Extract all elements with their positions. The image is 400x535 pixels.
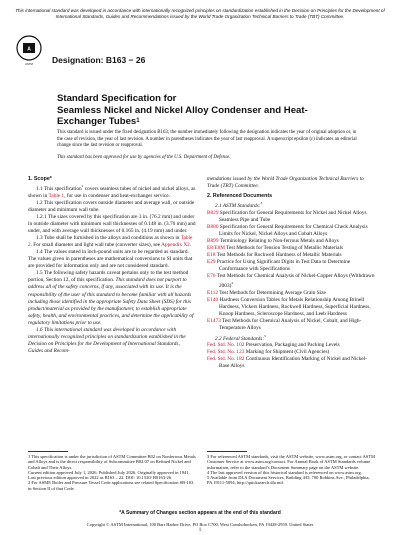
federal-reference-list: [207, 342, 375, 370]
federal-reference-text: Preservation, Packaging and Packing Levels: [244, 342, 340, 349]
para-1-6: 1.6 This international standard was developed in accordance with internationally recognized principles on standardization established in the Decision on Principles for the Development of International Standards, Guides and Recom-: [28, 326, 186, 354]
para-1-1: 1.1 This specification$^2$ covers seamless tubes of nickel and nickel alloys, as shown in Table 1, for use in condenser and heat-exchanger service.: [28, 184, 196, 199]
table-1-link[interactable]: Table 1: [48, 192, 65, 199]
para-1-6-cont: mendations issued by the World Trade Organization Technical Barriers to Trade (TBT) Committee.: [207, 176, 364, 190]
astm-reference-item: [207, 224, 375, 238]
footnote-1: 1 This specification is under the jurisdiction of ASTM Committee B02 on Nonferrous Metals and Alloys and is the direct responsibility of Subcommittee B02.07 on Refined Nickel and Cobalt and Their Alloys.: [28, 454, 196, 470]
astm-reference-code-link[interactable]: B899: [207, 238, 219, 245]
astm-reference-text: Test Methods for Rockwell Hardness of Metallic Materials: [215, 252, 342, 259]
standard-note: This standard is issued under the fixed designation B163; the number immediately following the designation indicates the year of original adoption or, in the case of revision, the year of last revision. A number in parentheses indicates the year of last reapproval. A superscript epsilon (ε) indicates an editorial change since the last revision or reapproval.: [57, 130, 357, 149]
para-1-3: 1.3 Tube shall be furnished in the alloys and conditions as shown in Table 2. For small diameter and light wall tube (converter sizes), see Appendix X2.: [28, 235, 193, 249]
astm-reference-text: Hardness Conversion Tables for Metals Relationship Among Brinell Hardness, Vickers Hardness, Rockwell Hardness, Superficial Hardness, Knoop Hardness, Scleroscope Hardness, and Leeb Hardness: [218, 297, 371, 318]
approval-note: This standard has been approved for use by agencies of the U.S. Department of Defense.: [57, 155, 231, 160]
federal-reference-code-link[interactable]: Fed. Std. No. 102: [207, 342, 245, 349]
federal-reference-item: [207, 356, 375, 370]
svg-text:ASTM: ASTM: [25, 62, 33, 66]
astm-reference-code-link[interactable]: E112: [207, 290, 218, 297]
astm-reference-code-link[interactable]: E1473: [207, 318, 221, 325]
astm-reference-code-link[interactable]: B829: [207, 209, 219, 216]
title-footnote-mark: 1: [136, 118, 140, 124]
astm-reference-text: Test Methods for Tension Testing of Metallic Materials: [224, 245, 344, 252]
astm-reference-footnote-mark: 4: [231, 281, 234, 286]
designation-code: B163 − 26: [105, 55, 146, 65]
astm-standards-subheading: 2.1 ASTM Standards:$^3$: [215, 201, 263, 209]
appendix-x2-link[interactable]: Appendix X2: [161, 242, 190, 249]
federal-reference-code-link[interactable]: Fed. Std. No. 123: [207, 349, 245, 356]
para-1-2-1: 1.2.1 The sizes covered by this specification are 3 in. (76.2 mm) and under in outside diameter with minimum wall thicknesses of 0.148 in. (3.76 mm) and under, and with average wall thicknesses of 0.165 in. (4.19 mm) and under.: [28, 214, 196, 235]
para-1-2: 1.2 This specification covers outside diameter and average wall, or outside diameter and minimum wall tube.: [28, 199, 195, 213]
scope-heading: 1. Scope*: [28, 176, 52, 182]
astm-reference-text: Specification for General Requirements for Chemical Check Analysis Limits for Nickel, Nickel Alloys and Cobalt Alloys: [218, 224, 368, 238]
astm-reference-text: Terminology Relating to Non-ferrous Metals and Alloys: [218, 238, 339, 245]
title-line-3: Exchanger Tubes: [57, 116, 137, 127]
footnote-3: 3 For referenced ASTM standards, visit the ASTM website, www.astm.org, or contact ASTM Customer Service at www.astm.org/contact. For Annual Book of ASTM Standards volume information, refer to the standard’s Document Summary page on the ASTM website.: [207, 454, 375, 470]
designation-label: Designation:: [52, 55, 104, 65]
federal-reference-code-link[interactable]: Fed. Std. No. 182: [207, 356, 245, 363]
astm-reference-text: Test Methods for Determining Average Grain Size: [217, 290, 326, 297]
svg-text:A: A: [27, 46, 31, 53]
copyright: Copyright © ASTM International, 100 Barr Harbor Drive, PO Box C700, West Conshohocken, PA 19428-2959. United States: [86, 522, 314, 527]
designation: [52, 55, 145, 65]
federal-standards-subheading: 2.2 Federal Standards:$^5$: [215, 333, 266, 342]
footnotes-right: [207, 454, 375, 486]
summary-of-changes-note: *A Summary of Changes section appears at the end of this standard: [119, 510, 281, 516]
federal-reference-text: Continuous Identification Marking of Nickel and Nickel-Base Alloys: [219, 356, 367, 370]
right-column: [207, 176, 375, 371]
refs-heading: 2. Referenced Documents: [207, 193, 273, 200]
astm-reference-text: Specification for General Requirements for Nickel and Nickel Alloys Seamless Pipe and Tube: [218, 209, 367, 223]
left-column: [28, 176, 196, 355]
document-title: [57, 93, 347, 128]
disclaimer: This international standard was developed in accordance with internationally recognized principles on standardization established in the Decision on Principles for the Development of International Standards, Guides and Recommendations issued by the World Trade Organization Technical Barriers to Trade (TBT) Committee.: [15, 8, 385, 19]
astm-reference-item: [207, 259, 375, 273]
astm-reference-text: Test Methods for Chemical Analysis of Nickel-Copper Alloys (Withdrawn 2003): [215, 273, 375, 290]
para-1-5: 1.5 The following safety hazards caveat pertains only to the test method portion, Section 12, of this specification. This standard does not purport to address all of the safety concerns, if any, associated with its use. It is the responsibility of the user of this standard to become familiar with all hazards including those identified in the appropriate Safety Data Sheet (SDS) for this product/material as provided by the manufacturer, to establish appropriate safety, health, and environmental practices, and determine the applicability of regulatory limitations prior to use.: [28, 270, 194, 326]
footnote-4: 4 The last approved version of this historical standard is referenced on www.astm.org.: [207, 469, 362, 475]
astm-reference-item: [207, 273, 375, 290]
footnote-2: 2 For ASME Boiler and Pressure Vessel Code applications see related Specification SB-163 in Section II of that Code.: [28, 480, 194, 491]
astm-reference-text: Practice for Using Significant Digits in Test Data to Determine Conformance with Specifications: [215, 259, 351, 273]
astm-reference-code-link[interactable]: E29: [207, 259, 216, 266]
astm-reference-text: Test Methods for Chemical Analysis of Nickel, Cobalt, and High-Temperature Alloys: [219, 318, 362, 332]
para-1-4: 1.4 The values stated in inch-pound units are to be regarded as standard. The values given in parentheses are mathematical conversions to SI units that are provided for information only and are not considered standard.: [28, 249, 193, 270]
footnote-5: 5 Available from DLA Document Services, Building 4/D, 700 Robbins Ave., Philadelphia, PA 19111-5094, http://quicksearch.dla.mil.: [207, 475, 370, 486]
footnotes-left: [28, 454, 196, 491]
astm-reference-code-link[interactable]: E76: [207, 273, 216, 280]
astm-reference-item: [207, 210, 375, 224]
title-line-1: Standard Specification for: [57, 93, 177, 104]
table-2-link[interactable]: Table 2: [28, 235, 193, 249]
astm-reference-item: [207, 318, 375, 332]
astm-reference-code-link[interactable]: E140: [207, 297, 219, 304]
footnote-rule-left: [28, 451, 68, 452]
footnote-1-edition: Current edition approved July 1, 2026. Published July 2026. Originally approved in 1941. Last previous edition approved in 2022 as B163 – 22. DOI: 10.1520/ B0163-26.: [28, 469, 190, 481]
astm-logo: [15, 34, 43, 68]
astm-reference-item: [207, 297, 375, 318]
page-number: 1: [198, 528, 202, 533]
astm-reference-code-link[interactable]: E8/E8M: [207, 245, 225, 252]
astm-reference-code-link[interactable]: B880: [207, 224, 219, 231]
astm-reference-list: [207, 210, 375, 333]
title-line-2: Seamless Nickel and Nickel Alloy Condenser and Heat-: [57, 104, 308, 116]
federal-reference-text: Marking for Shipment (Civil Agencies): [244, 349, 330, 356]
footnote-rule-right: [207, 451, 247, 452]
astm-reference-code-link[interactable]: E18: [207, 252, 216, 259]
